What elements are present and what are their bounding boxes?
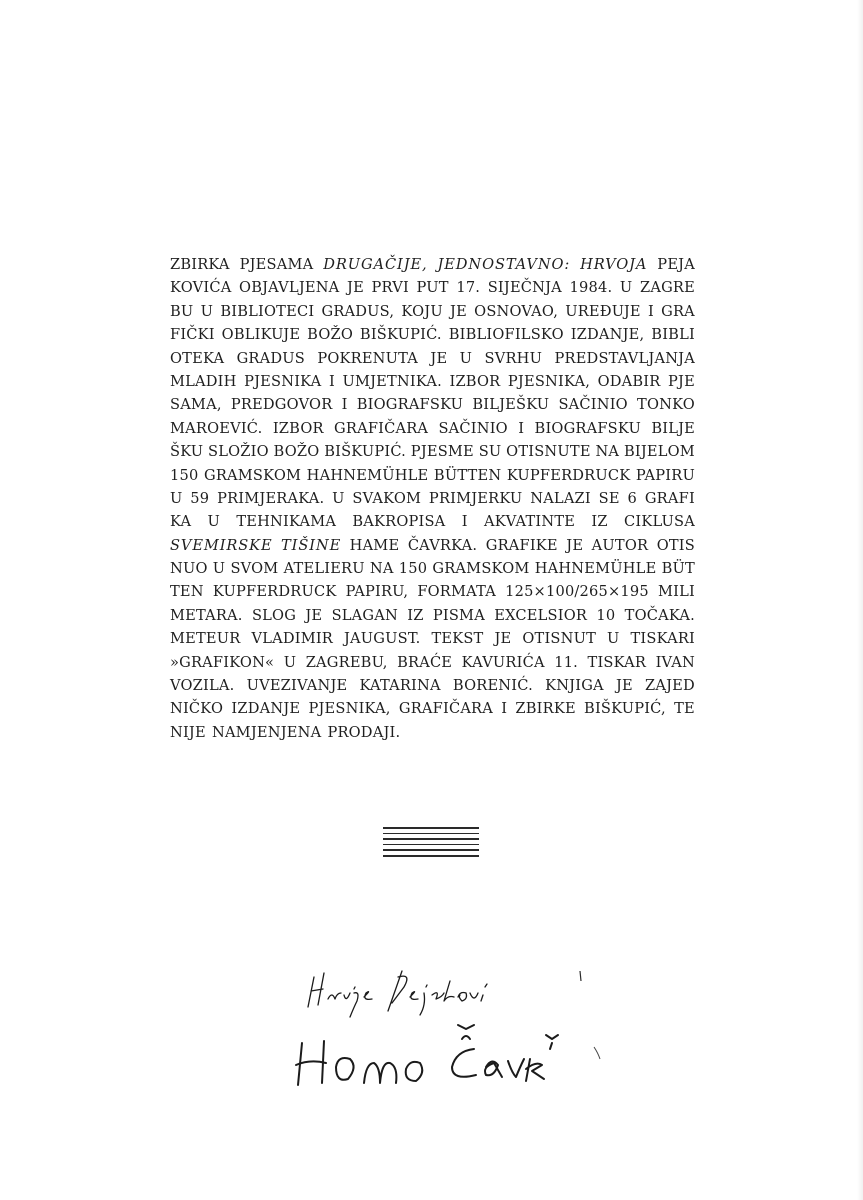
word: PJESNIKA, [308, 700, 391, 718]
word: PREDSTAVLJANJA [554, 349, 695, 367]
word: U [607, 630, 620, 648]
word: SLOG [251, 606, 297, 624]
ornament-rule [383, 855, 479, 857]
word: ČAVRKA. [407, 536, 478, 554]
word: PAPIRU, [345, 583, 409, 601]
signature-poet [308, 971, 487, 1017]
word: UMJETNIKA. [342, 372, 442, 390]
word: BRAĆE [397, 653, 453, 671]
text-line [170, 677, 695, 700]
word: PRIMJERAKA. [217, 489, 325, 507]
word: MLADIH [170, 372, 237, 390]
word: PJESME [410, 443, 474, 461]
word: CIKLUSA [624, 513, 695, 531]
text-line [170, 607, 695, 630]
word: HAME [349, 536, 400, 554]
signatures-drawing [280, 955, 620, 1105]
word: METEUR [170, 630, 241, 648]
word: BIŠKUPIĆ. [324, 443, 407, 461]
word: U [200, 302, 214, 320]
word: NA [369, 560, 394, 578]
word: JE [347, 279, 364, 297]
word: OBJAVLJENA [239, 279, 340, 297]
word: TOČAKA. [624, 606, 695, 624]
text-line [170, 256, 695, 279]
word: TEHNIKAMA [236, 513, 337, 531]
word: BÜT [661, 560, 695, 578]
word: ZAJED [645, 677, 695, 695]
italic-word: DRUGAČIJE, [323, 256, 428, 273]
word: GRAFIKE [485, 536, 558, 554]
word: OTIS [656, 536, 695, 554]
word: PREDGOVOR [230, 396, 333, 414]
italic-word: SVEMIRSKE [170, 536, 273, 554]
word: BILJE [651, 419, 695, 437]
text-line [170, 350, 695, 373]
colophon-text-block [170, 256, 695, 747]
italic-word: TIŠINE [281, 536, 342, 554]
word: HAHNEMÜHLE [534, 560, 657, 578]
word: BILJEŠKU [472, 396, 550, 414]
word: KUPFERDRUCK [212, 583, 337, 601]
word: IZBOR [272, 419, 324, 437]
word: BU [170, 302, 194, 320]
word: U [283, 653, 297, 671]
word: U [332, 489, 345, 507]
word: PISMA [432, 606, 485, 624]
text-line [170, 490, 695, 513]
text-line [170, 583, 695, 606]
word: VLADIMIR [251, 630, 333, 648]
word: I [518, 419, 525, 437]
word: GRADUS, [321, 302, 395, 320]
word: TONKO [637, 396, 695, 414]
word: PRIMJERKU [428, 489, 523, 507]
word: BOŽO [307, 326, 353, 344]
word: TISKARI [630, 630, 695, 648]
text-line [170, 724, 695, 747]
word: GRAFIČARA [398, 700, 493, 718]
word: 6 [627, 489, 638, 507]
word: SVOM [230, 560, 279, 578]
word: BIOGRAFSKU [356, 396, 464, 414]
ornament-rule [383, 844, 479, 846]
word: SAČINIO [438, 419, 508, 437]
word: I [647, 302, 654, 320]
word: METARA. [170, 606, 243, 624]
word: PJE [668, 372, 695, 390]
word: PJESAMA [239, 256, 314, 273]
word: U [207, 513, 221, 531]
text-line [170, 560, 695, 583]
text-line [170, 373, 695, 396]
word: NIČKO [170, 700, 224, 718]
word: IZDANJE, [570, 326, 645, 344]
word: 17. [456, 279, 481, 297]
text-line [170, 396, 695, 419]
word: SLAGAN [331, 606, 398, 624]
text-line [170, 700, 695, 723]
word: IVAN [655, 653, 695, 671]
word: OTISNUTE [506, 443, 591, 461]
word: IZBOR [449, 372, 501, 390]
word: 150 [398, 560, 428, 578]
word: FIČKI [170, 326, 215, 344]
word: PAPIRU [635, 466, 695, 484]
ornament-rule [383, 849, 479, 851]
word: U [459, 349, 473, 367]
text-line [170, 326, 695, 349]
word: TEN [170, 583, 204, 601]
word: BIBLIOFILSKO [448, 326, 564, 344]
word: PJESNIKA, [507, 372, 591, 390]
word: JE [450, 302, 467, 320]
word: EXCELSIOR [494, 606, 588, 624]
word: I [461, 513, 468, 531]
word: GRAMSKOM [432, 560, 530, 578]
word: 125×100/265×195 [505, 583, 649, 601]
text-line [170, 467, 695, 490]
ornament-rule [383, 838, 479, 840]
word: KOJU [401, 302, 443, 320]
word: POKRENUTA [317, 349, 419, 367]
word: SVRHU [484, 349, 543, 367]
word: KAVURIĆA [461, 653, 545, 671]
page-edge-shadow [857, 0, 863, 1200]
word: HAHNEMÜHLE [306, 466, 429, 484]
word: IZ [591, 513, 608, 531]
text-line [170, 513, 695, 536]
word: BOŽO [273, 443, 320, 461]
word: PRVI [371, 279, 409, 297]
word: IZDANJE [231, 700, 301, 718]
word: NUO [170, 560, 208, 578]
word: KUPFERDRUCK [506, 466, 631, 484]
italic-word: JEDNOSTAVNO: [437, 256, 571, 273]
word: ZBIRKE [515, 700, 576, 718]
ink-mark [580, 971, 581, 981]
word: VOZILA. [170, 677, 235, 695]
word: MAROEVIĆ. [170, 419, 263, 437]
word: U [170, 489, 183, 507]
word: JE [430, 349, 448, 367]
word: PJESNIKA [244, 372, 322, 390]
word: ODABIR [597, 372, 661, 390]
word: OSNOVAO, [474, 302, 559, 320]
text-line [170, 420, 695, 443]
word: JE [305, 606, 323, 624]
word: GRAFI [644, 489, 695, 507]
word: I [341, 396, 348, 414]
word: TE [674, 700, 695, 718]
word: KNJIGA [545, 677, 604, 695]
word: UVEZIVANJE [246, 677, 348, 695]
word: AKVATINTE [483, 513, 576, 531]
word: JE [494, 630, 512, 648]
word: 1984. [569, 279, 613, 297]
word: ŠKU [170, 443, 204, 461]
word: SIJEČNJA [487, 279, 562, 297]
word: PEJA [657, 256, 695, 273]
word: BIŠKUPIĆ, [584, 700, 666, 718]
word: BIBLI [651, 326, 695, 344]
word: U [212, 560, 226, 578]
text-line [170, 537, 695, 560]
word: GRA [661, 302, 695, 320]
word: U [619, 279, 633, 297]
word: BÜTTEN [433, 466, 502, 484]
ornament-rule [383, 833, 479, 835]
word: NAMJENJENA [211, 723, 322, 741]
word: ZAGREBU, [305, 653, 388, 671]
text-line [170, 443, 695, 466]
word: GRAFIČARA [334, 419, 429, 437]
word: SVAKOM [352, 489, 422, 507]
signatures-area [280, 955, 620, 1105]
word: AUTOR [591, 536, 649, 554]
word: SAČINIO [558, 396, 628, 414]
word: OTEKA [170, 349, 225, 367]
word: 59 [190, 489, 210, 507]
word: OTISNUT [522, 630, 597, 648]
ink-mark [594, 1047, 600, 1059]
word: GRADUS [236, 349, 305, 367]
word: OBLIKUJE [221, 326, 301, 344]
text-line [170, 630, 695, 653]
word: ZAGRE [640, 279, 695, 297]
word: »GRAFIKON« [170, 653, 275, 671]
word: GRAMSKOM [203, 466, 302, 484]
word: MILI [658, 583, 695, 601]
word: 11. [554, 653, 579, 671]
word: TISKAR [587, 653, 647, 671]
word: JE [566, 536, 584, 554]
word: BIBLIOTECI [220, 302, 315, 320]
word: SE [598, 489, 620, 507]
word: KA [170, 513, 192, 531]
word: SLOŽIO [208, 443, 269, 461]
word: JE [615, 677, 633, 695]
word: JAUGUST. [343, 630, 421, 648]
word: BIJELOM [623, 443, 695, 461]
signature-artist [296, 1025, 558, 1085]
word: KATARINA [359, 677, 441, 695]
word: PUT [416, 279, 449, 297]
text-line [170, 654, 695, 677]
word: ZBIRKA [170, 256, 230, 273]
word: 10 [596, 606, 616, 624]
word: NA [595, 443, 620, 461]
text-line [170, 279, 695, 302]
word: TEKST [431, 630, 484, 648]
italic-word: HRVOJA [580, 256, 648, 273]
word: I [501, 700, 508, 718]
word: NALAZI [530, 489, 591, 507]
word: 150 [170, 466, 199, 484]
word: SAMA, [170, 396, 222, 414]
ornament-rule [383, 827, 479, 829]
word: NIJE [170, 723, 206, 741]
word: ATELIERU [283, 560, 365, 578]
word: FORMATA [417, 583, 496, 601]
ornamental-rule-block [383, 827, 479, 861]
word: SU [478, 443, 502, 461]
word: KOVIĆA [170, 279, 232, 297]
word: PRODAJI. [327, 723, 401, 741]
word: BAKROPISA [352, 513, 446, 531]
word: BIOGRAFSKU [534, 419, 641, 437]
word: IZ [407, 606, 424, 624]
word: I [328, 372, 335, 390]
text-line [170, 303, 695, 326]
word: BIŠKUPIĆ. [359, 326, 442, 344]
word: BORENIĆ. [452, 677, 533, 695]
word: UREĐUJE [565, 302, 641, 320]
